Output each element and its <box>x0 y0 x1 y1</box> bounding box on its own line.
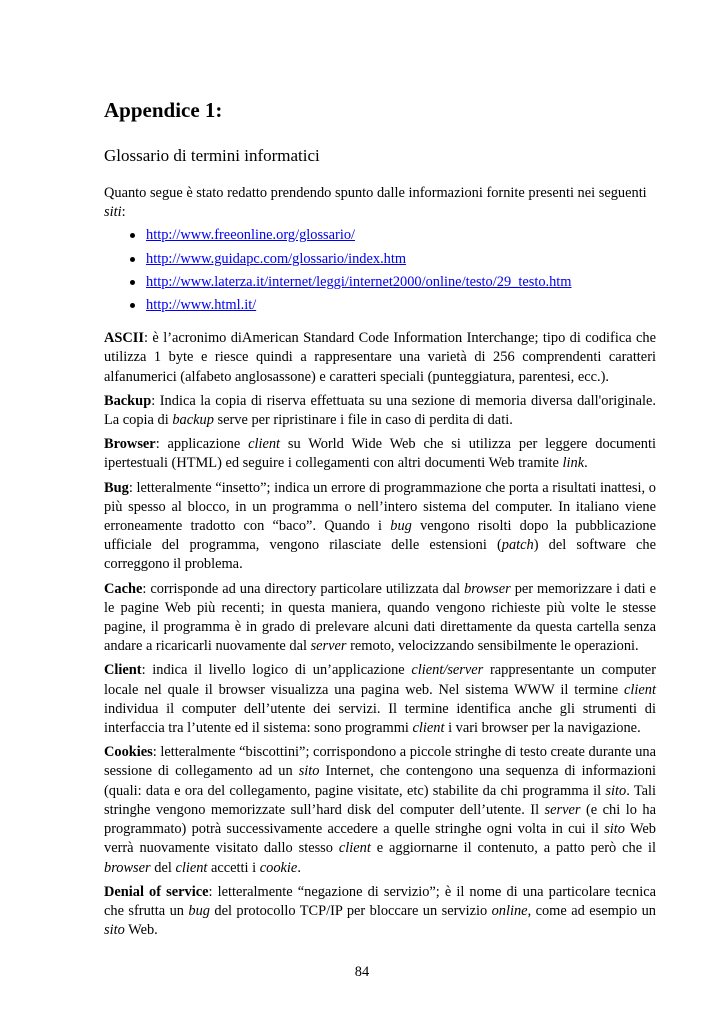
italic-term: cookie <box>259 859 298 876</box>
definition-text: , come ad esempio un <box>527 902 656 919</box>
list-item <box>128 273 656 292</box>
glossary-entry-ascii <box>104 329 656 387</box>
source-link-laterza[interactable]: http://www.laterza.it/internet/leggi/internet2000/online/testo/29_testo.htm <box>146 273 572 290</box>
definition-text: del <box>150 859 176 876</box>
definition-text: serve per ripristinare i file in caso di perdita di dati. <box>213 412 513 429</box>
italic-term: patch <box>501 537 534 554</box>
glossary-term: Cache <box>104 580 143 597</box>
glossary-term: Client <box>104 662 142 679</box>
italic-term: bug <box>188 902 210 919</box>
italic-term: server <box>310 638 347 655</box>
italic-term: client <box>412 720 445 737</box>
italic-term: link <box>562 455 585 472</box>
italic-term: client <box>248 436 281 453</box>
italic-term: client/server <box>411 662 484 679</box>
italic-term: browser <box>464 580 511 597</box>
italic-term: client <box>338 840 371 857</box>
definition-text: i vari browser per la navigazione. <box>444 720 641 737</box>
list-item <box>128 296 656 315</box>
document-body <box>104 184 656 945</box>
italic-term: sito <box>604 821 625 838</box>
italic-term: server <box>544 801 581 818</box>
glossary-subheading: Glossario di termini informatici <box>104 146 320 165</box>
definition-text: : Indica la copia di riserva effettuata su una sezione di memoria diversa dall'originale. La copia di <box>104 392 656 429</box>
source-link-guidapc[interactable]: http://www.guidapc.com/glossario/index.htm <box>146 250 407 267</box>
glossary-entries <box>104 329 656 940</box>
glossary-entry-backup <box>104 392 656 430</box>
glossary-term: Bug <box>104 479 129 496</box>
italic-term: backup <box>172 412 214 429</box>
glossary-entry-denial-of-service <box>104 883 656 941</box>
definition-text: Internet, che contengono una sequenza di informazioni (quali: data e ora del collegamento, pagine visitate, etc) stabilite da chi programma il <box>104 763 657 799</box>
glossary-term: Backup <box>104 392 152 409</box>
definition-text: individua il computer dell’utente dei servizi. Il termine identifica anche gli strumenti di interfaccia tra l’utente ed il sistema: sono programmi <box>104 700 656 737</box>
glossary-term: Cookies <box>104 744 153 761</box>
source-link-html-it[interactable]: http://www.html.it/ <box>146 297 257 314</box>
italic-term: sito <box>298 763 320 780</box>
definition-text: remoto, velocizzando sensibilmente le operazioni. <box>346 638 639 655</box>
intro-italic: siti <box>104 204 122 221</box>
definition-text: : è l’acronimo diAmerican Standard Code Information Interchange; tipo di codifica che utilizza 1 byte e riesce quindi a rappresentare una varietà di 256 comprendenti caratteri alfanumerici (alfabeto anglosassone) e caratteri speciali (punteggiatura, parentesi, ecc.). <box>104 330 656 385</box>
definition-text: Web verrà nuovamente visitato dallo stesso <box>104 821 656 857</box>
definition-text: (e chi lo ha programmato) potrà successivamente accedere a quelle stringhe ogni volta in cui il <box>104 801 656 838</box>
glossary-entry-cache <box>104 580 656 657</box>
italic-term: browser <box>104 859 151 876</box>
list-item <box>128 226 656 245</box>
glossary-term: Denial of service <box>104 883 209 900</box>
definition-text: su World Wide Web che si utilizza per leggere documenti ipertestuali (HTML) ed seguire i collegamenti con altri documenti Web tramite <box>104 436 657 472</box>
glossary-entry-client <box>104 661 656 738</box>
definition-text: . Tali stringhe vengono memorizzate sull’hard disk del computer dell’utente. Il <box>104 782 656 818</box>
page-number: 84 <box>354 964 370 980</box>
definition-text: : applicazione <box>155 436 249 453</box>
definition-text: e aggiornarne il contenuto, a patto però che il <box>370 840 657 857</box>
definition-text: : letteralmente “negazione di servizio”; è il nome di una particolare tecnica che sfrutta un <box>104 883 656 919</box>
definition-text: rappresentante un computer locale nel quale il browser visualizza una pagina web. Nel sistema WWW il termine <box>104 662 656 698</box>
italic-term: sito <box>104 922 125 939</box>
italic-term: bug <box>390 518 412 535</box>
glossary-entry-cookies <box>104 743 656 877</box>
intro-end: : <box>121 204 126 221</box>
italic-term: client <box>175 859 208 876</box>
list-item <box>128 250 656 269</box>
italic-term: online <box>491 902 528 919</box>
definition-text: : letteralmente “biscottini”; corrispondono a piccole stringhe di testo create durante una sessione di collegamento ad un <box>104 744 656 780</box>
intro-paragraph <box>104 184 656 222</box>
glossary-entry-bug <box>104 479 656 575</box>
definition-text: ) del software che correggono il problema. <box>104 537 656 573</box>
definition-text: : corrisponde ad una directory particolare utilizzata dal <box>142 580 465 597</box>
italic-term: sito <box>605 782 627 799</box>
source-link-list <box>104 226 656 315</box>
source-link-freeonline[interactable]: http://www.freeonline.org/glossario/ <box>146 227 356 244</box>
definition-text: . <box>297 859 301 876</box>
appendix-heading: Appendice 1: <box>104 98 223 122</box>
definition-text: accetti i <box>207 859 260 876</box>
definition-text: Web. <box>124 922 158 939</box>
definition-text: del protocollo TCP/IP per bloccare un servizio <box>210 902 492 919</box>
definition-text: . <box>584 455 588 472</box>
definition-text: vengono risolti dopo la pubblicazione ufficiale del programma, vengono rilasciate delle estensioni ( <box>104 518 656 554</box>
glossary-entry-browser <box>104 435 656 473</box>
definition-text: : indica il livello logico di un’applicazione <box>141 662 412 679</box>
glossary-term: Browser <box>104 436 156 453</box>
definition-text: : letteralmente “insetto”; indica un errore di programmazione che porta a risultati inattesi, o più spesso al blocco, in un programma o nell’intero sistema del computer. In italiano viene erroneamente tradotto con “baco”. Quando i <box>104 479 656 535</box>
italic-term: client <box>624 681 656 698</box>
definition-text: per memorizzare i dati e le pagine Web più recenti; in questa maniera, quando vengono richieste più volte le stesse pagine, il programma è in grado di prelevare alcuni dati direttamente da questa cartella senza andare a ricaricarli nuovamente dal <box>104 580 656 655</box>
intro-text: Quanto segue è stato redatto prendendo spunto dalle informazioni fornite presenti nei seguenti <box>104 185 647 201</box>
glossary-term: ASCII <box>104 330 144 347</box>
